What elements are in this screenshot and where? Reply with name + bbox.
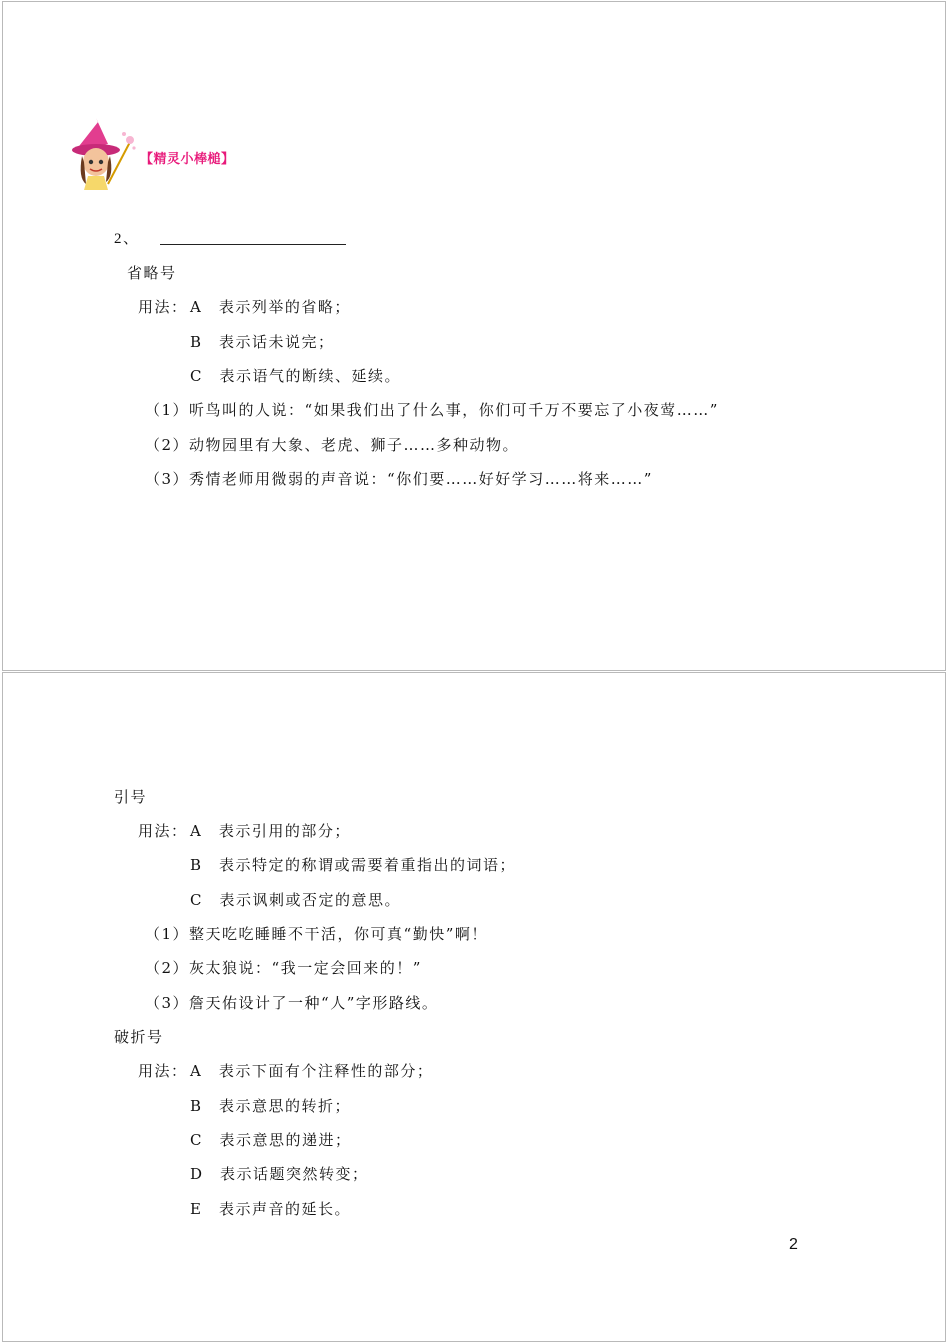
question-number: 2、	[114, 231, 140, 247]
page-number: 2	[789, 1236, 798, 1253]
example-item: （2）灰太狼说：“我一定会回来的！”	[145, 959, 422, 977]
usage-label: 用法：	[138, 822, 188, 840]
usage-item: B 表示意思的转折；	[190, 1097, 352, 1115]
example-item: （3）詹天佑设计了一种“人”字形路线。	[145, 994, 439, 1012]
section-title-ellipsis: 省略号	[127, 264, 177, 282]
page-slide-top	[2, 1, 946, 671]
logo-text: 【精灵小棒槌】	[140, 152, 235, 167]
witch-mascot-icon	[68, 118, 140, 193]
usage-label: 用法：	[138, 298, 188, 316]
usage-item: C 表示讽刺或否定的意思。	[190, 891, 401, 909]
section-title-quotes: 引号	[114, 788, 148, 806]
example-item: （1）整天吃吃睡睡不干活，你可真“勤快”啊！	[145, 925, 488, 943]
usage-item: A 表示下面有个注释性的部分；	[190, 1062, 434, 1080]
usage-item: A 表示列举的省略；	[190, 298, 351, 316]
example-item: （2）动物园里有大象、老虎、狮子……多种动物。	[145, 436, 520, 454]
example-item: （1）听鸟叫的人说：“如果我们出了什么事，你们可千万不要忘了小夜莺……”	[145, 401, 719, 419]
usage-item: D 表示话题突然转变；	[190, 1165, 369, 1183]
answer-blank	[160, 243, 346, 245]
page-slide-bottom	[2, 672, 946, 1342]
usage-item: E 表示声音的延长。	[190, 1200, 351, 1218]
usage-item: B 表示话未说完；	[190, 333, 335, 351]
usage-item: A 表示引用的部分；	[190, 822, 351, 840]
section-title-dash: 破折号	[114, 1028, 164, 1046]
example-item: （3）秀情老师用微弱的声音说：“你们要……好好学习……将来……”	[145, 470, 653, 488]
logo	[68, 118, 268, 193]
usage-item: C 表示意思的递进；	[190, 1131, 352, 1149]
usage-item: C 表示语气的断续、延续。	[190, 367, 401, 385]
usage-item: B 表示特定的称谓或需要着重指出的词语；	[190, 856, 517, 874]
usage-label: 用法：	[138, 1062, 188, 1080]
